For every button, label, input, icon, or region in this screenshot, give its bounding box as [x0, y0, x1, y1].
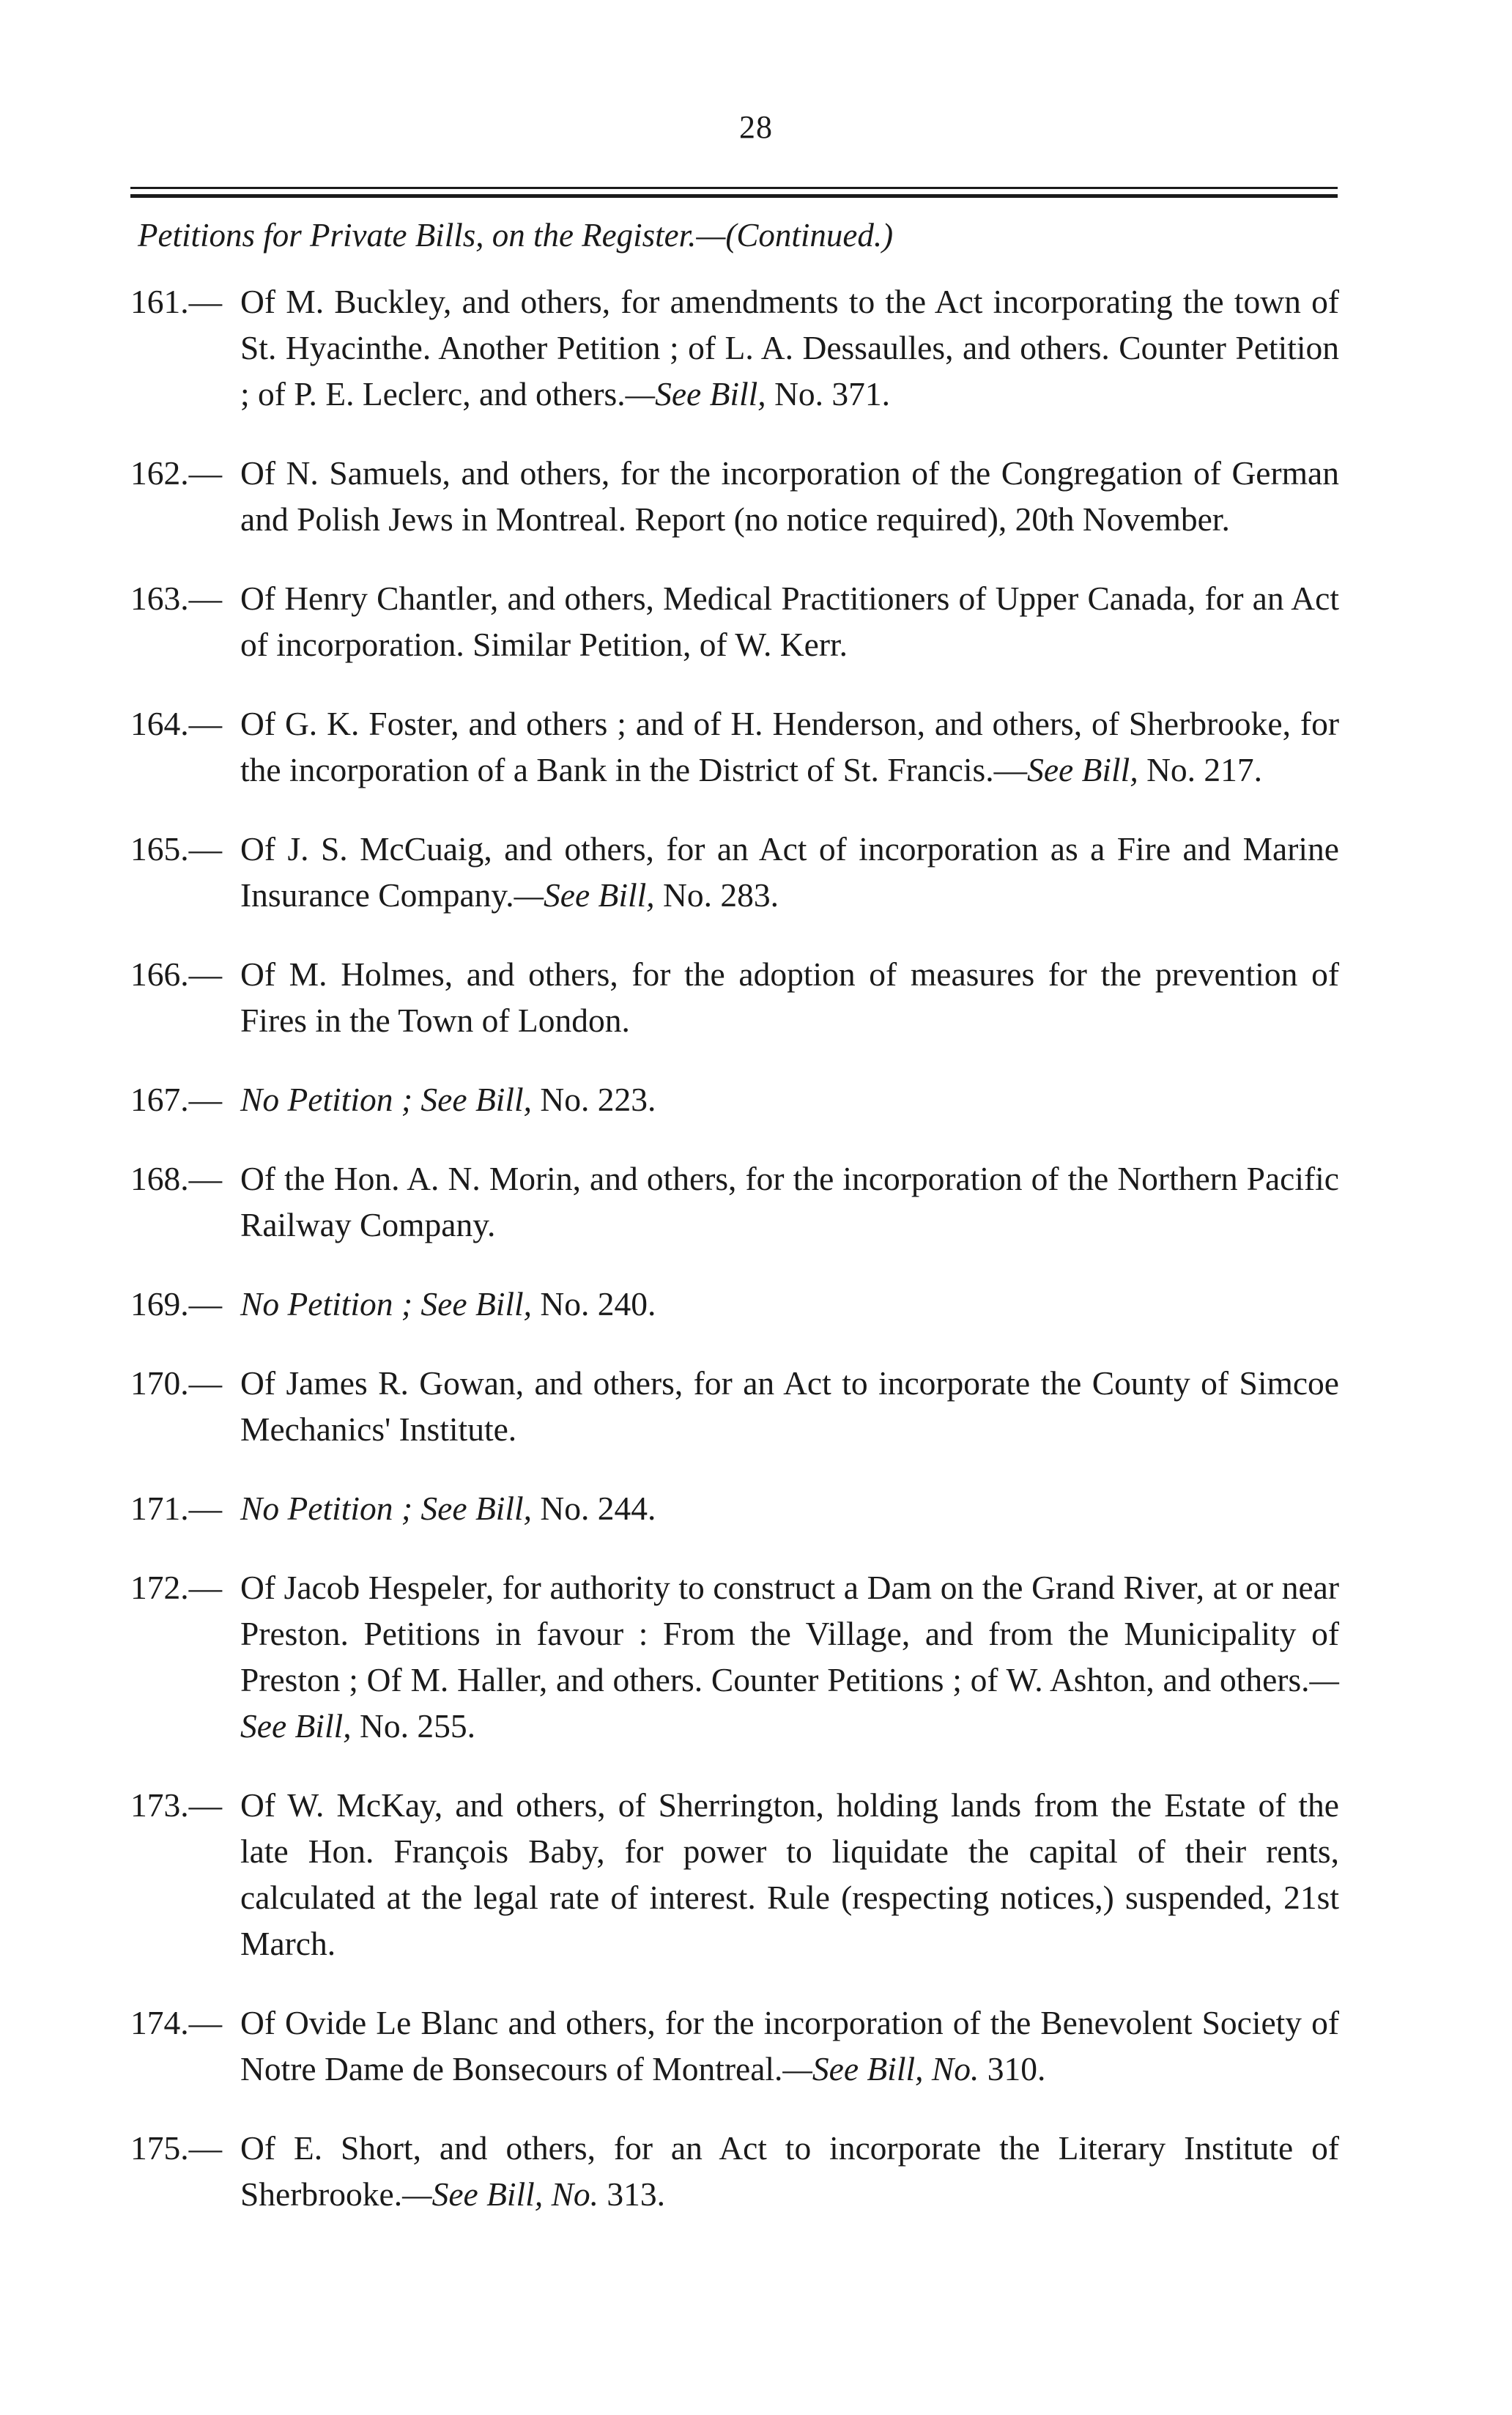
petition-list	[130, 278, 1339, 2250]
entry-number: 162.—	[130, 454, 223, 492]
page-number: 28	[739, 109, 773, 145]
petition-entry	[130, 826, 1339, 918]
petition-entry	[130, 575, 1339, 667]
entry-number: 173.—	[130, 1786, 223, 1824]
entry-number: 175.—	[130, 2129, 223, 2167]
entry-bill-number: No. 255.	[351, 1707, 475, 1745]
entry-text: Of E. Short, and others, for an Act to incorporate the Literary Institute of Sherbrooke.	[240, 2129, 1339, 2213]
entry-number: 161.—	[130, 283, 223, 320]
entry-see-bill: —See Bill,	[625, 375, 766, 413]
entry-bill-number: No. 283.	[654, 876, 779, 914]
entry-bill-number: No. 244.	[532, 1490, 656, 1527]
entry-text: Of M. Holmes, and others, for the adoption of measures for the prevention of Fires in the Town of London.	[240, 955, 1339, 1039]
petition-entry	[130, 1485, 1339, 1531]
entry-bill-number: No. 371.	[766, 375, 891, 413]
entry-see-bill: See Bill,	[1027, 751, 1138, 788]
entry-number: 170.—	[130, 1364, 223, 1402]
entry-number: 166.—	[130, 955, 223, 993]
petition-entry	[130, 278, 1339, 417]
entry-bill-number: No. 217.	[1138, 751, 1263, 788]
entry-number: 169.—	[130, 1285, 223, 1323]
entry-text: Of N. Samuels, and others, for the incorporation of the Congregation of German and Polish Jews in Montreal. Report (no notice required), 20th November.	[240, 454, 1339, 538]
entry-number: 174.—	[130, 2004, 223, 2041]
entry-number: 171.—	[130, 1490, 223, 1527]
entry-number: 163.—	[130, 580, 223, 617]
entry-bill-number: 313.	[598, 2175, 666, 2213]
petition-entry	[130, 1076, 1339, 1123]
entry-text: Of M. Buckley, and others, for amendments to the Act incorporating the town of St. Hyacinthe. Another Petition ; of L. A. Dessaulles, and others. Counter Petition ; of P. E. Leclerc, and others.	[240, 283, 1339, 413]
header-rule-thick	[130, 194, 1338, 198]
petition-entry	[130, 1782, 1339, 1967]
entry-see-bill: —See Bill, No.	[782, 2050, 979, 2087]
petition-entry	[130, 700, 1339, 793]
running-head: Petitions for Private Bills, on the Register.—(Continued.)	[138, 217, 894, 254]
entry-number: 164.—	[130, 705, 223, 742]
petition-entry	[130, 2000, 1339, 2092]
entry-see-bill: No Petition ; See Bill,	[240, 1285, 533, 1323]
entry-number: 172.—	[130, 1569, 223, 1606]
entry-see-bill: —See Bill, No.	[402, 2175, 599, 2213]
entry-text: Of Henry Chantler, and others, Medical Practitioners of Upper Canada, for an Act of incorporation. Similar Petition, of W. Kerr.	[240, 580, 1339, 663]
header-rule-thin	[130, 187, 1338, 189]
petition-entry	[130, 2125, 1339, 2217]
entry-text: Of Jacob Hespeler, for authority to construct a Dam on the Grand River, at or near Preston. Petitions in favour : From the Village, and from the Municipality of Preston ; Of M. Haller, and others. Counter Petitions ; of W. Ashton, and others.	[240, 1569, 1339, 1698]
entry-text: Of Ovide Le Blanc and others, for the incorporation of the Benevolent Society of Notre Dame de Bonsecours of Montreal.	[240, 2004, 1339, 2087]
entry-bill-number: No. 240.	[532, 1285, 656, 1323]
petition-entry	[130, 1155, 1339, 1248]
entry-see-bill: No Petition ; See Bill,	[240, 1081, 533, 1118]
entry-see-bill: —See Bill,	[514, 876, 655, 914]
petition-entry	[130, 450, 1339, 542]
entry-text: Of J. S. McCuaig, and others, for an Act of incorporation as a Fire and Marine Insurance Company.	[240, 830, 1339, 914]
petition-entry	[130, 1360, 1339, 1452]
entry-see-bill: —See Bill,	[240, 1661, 1339, 1745]
entry-see-bill: No Petition ; See Bill,	[240, 1490, 533, 1527]
entry-text: Of the Hon. A. N. Morin, and others, for the incorporation of the Northern Pacific Railway Company.	[240, 1160, 1339, 1243]
petition-entry	[130, 1281, 1339, 1327]
entry-text: Of James R. Gowan, and others, for an Act to incorporate the County of Simcoe Mechanics' Institute.	[240, 1364, 1339, 1448]
petition-entry	[130, 1564, 1339, 1749]
petition-entry	[130, 951, 1339, 1043]
entry-bill-number: 310.	[979, 2050, 1046, 2087]
entry-text: Of G. K. Foster, and others ; and of H. Henderson, and others, of Sherbrooke, for the incorporation of a Bank in the District of St. Francis.—	[240, 705, 1339, 788]
entry-number: 165.—	[130, 830, 223, 868]
entry-text: Of W. McKay, and others, of Sherrington, holding lands from the Estate of the late Hon. François Baby, for power to liquidate the capital of their rents, calculated at the legal rate of interest. Rule (respecting notices,) suspended, 21st March.	[240, 1786, 1339, 1962]
entry-bill-number: No. 223.	[532, 1081, 656, 1118]
entry-number: 167.—	[130, 1081, 223, 1118]
entry-number: 168.—	[130, 1160, 223, 1197]
